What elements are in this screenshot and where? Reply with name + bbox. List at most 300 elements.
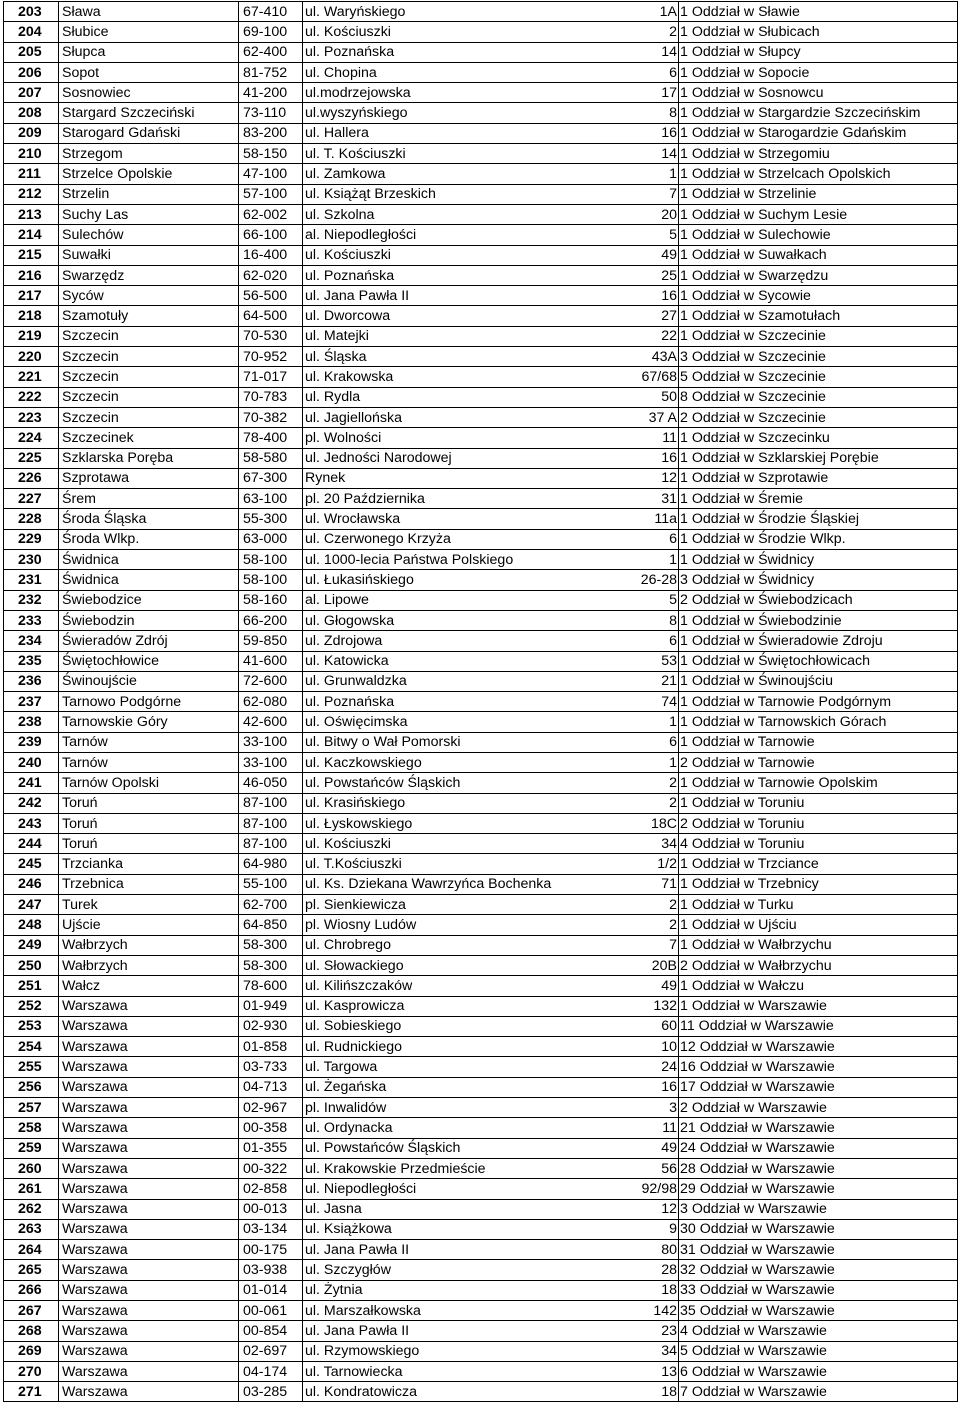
branch-name-cell: 1 Oddział w Tarnowie — [679, 732, 958, 752]
street-cell: ul. Głogowska — [303, 610, 616, 630]
city-cell: Tarnów Opolski — [59, 773, 239, 793]
city-cell: Szczecin — [59, 407, 239, 427]
table-row — [4, 326, 958, 346]
postal-code-cell: 58-580 — [239, 448, 303, 468]
postal-code-cell: 63-100 — [239, 489, 303, 509]
table-row — [4, 448, 958, 468]
street-cell: ul. Kilińszczaków — [303, 976, 616, 996]
row-number: 220 — [4, 347, 59, 367]
postal-code-cell: 62-080 — [239, 692, 303, 712]
table-row — [4, 489, 958, 509]
city-cell: Strzelce Opolskie — [59, 164, 239, 184]
street-cell: pl. Sienkiewicza — [303, 895, 616, 915]
street-cell: ul. Jana Pawła II — [303, 1321, 616, 1341]
row-number: 227 — [4, 489, 59, 509]
table-row — [4, 1341, 958, 1361]
house-number-cell: 74 — [616, 692, 679, 712]
city-cell: Śrem — [59, 489, 239, 509]
postal-code-cell: 64-980 — [239, 854, 303, 874]
house-number-cell: 7 — [616, 184, 679, 204]
postal-code-cell: 55-100 — [239, 874, 303, 894]
street-cell: ul. T. Kościuszki — [303, 144, 616, 164]
branch-name-cell: 1 Oddział w Sławie — [679, 2, 958, 22]
house-number-cell: 67/68 — [616, 367, 679, 387]
row-number: 228 — [4, 509, 59, 529]
street-cell: ul. Książąt Brzeskich — [303, 184, 616, 204]
city-cell: Środa Wlkp. — [59, 529, 239, 549]
row-number: 205 — [4, 42, 59, 62]
street-cell: pl. Wiosny Ludów — [303, 915, 616, 935]
row-number: 207 — [4, 83, 59, 103]
postal-code-cell: 70-382 — [239, 407, 303, 427]
street-cell: ul. Marszałkowska — [303, 1301, 616, 1321]
postal-code-cell: 87-100 — [239, 813, 303, 833]
branch-name-cell: 1 Oddział w Ujściu — [679, 915, 958, 935]
table-row — [4, 1199, 958, 1219]
city-cell: Środa Śląska — [59, 509, 239, 529]
branch-name-cell: 1 Oddział w Sycowie — [679, 286, 958, 306]
postal-code-cell: 58-150 — [239, 144, 303, 164]
row-number: 221 — [4, 367, 59, 387]
city-cell: Warszawa — [59, 996, 239, 1016]
house-number-cell: 14 — [616, 144, 679, 164]
row-number: 215 — [4, 245, 59, 265]
postal-code-cell: 04-713 — [239, 1077, 303, 1097]
row-number: 219 — [4, 326, 59, 346]
city-cell: Tarnów — [59, 752, 239, 772]
table-row — [4, 1057, 958, 1077]
house-number-cell: 28 — [616, 1260, 679, 1280]
city-cell: Warszawa — [59, 1219, 239, 1239]
postal-code-cell: 03-285 — [239, 1382, 303, 1402]
city-cell: Warszawa — [59, 1016, 239, 1036]
branch-name-cell: 1 Oddział w Trzciance — [679, 854, 958, 874]
table-row — [4, 955, 958, 975]
house-number-cell: 16 — [616, 448, 679, 468]
house-number-cell: 26-28 — [616, 570, 679, 590]
street-cell: ul. Matejki — [303, 326, 616, 346]
city-cell: Tarnowskie Góry — [59, 712, 239, 732]
house-number-cell: 12 — [616, 468, 679, 488]
table-row — [4, 407, 958, 427]
table-row — [4, 732, 958, 752]
row-number: 248 — [4, 915, 59, 935]
row-number: 210 — [4, 144, 59, 164]
house-number-cell: 25 — [616, 265, 679, 285]
postal-code-cell: 03-733 — [239, 1057, 303, 1077]
table-row — [4, 895, 958, 915]
street-cell: ul.modrzejowska — [303, 83, 616, 103]
postal-code-cell: 42-600 — [239, 712, 303, 732]
street-cell: ul. Szczygłów — [303, 1260, 616, 1280]
postal-code-cell: 01-355 — [239, 1138, 303, 1158]
house-number-cell: 12 — [616, 1199, 679, 1219]
branch-name-cell: 29 Oddział w Warszawie — [679, 1179, 958, 1199]
branch-name-cell: 1 Oddział w Strzelinie — [679, 184, 958, 204]
postal-code-cell: 46-050 — [239, 773, 303, 793]
row-number: 269 — [4, 1341, 59, 1361]
street-cell: ul. Krakowskie Przedmieście — [303, 1158, 616, 1178]
city-cell: Strzegom — [59, 144, 239, 164]
table-row — [4, 651, 958, 671]
branch-name-cell: 1 Oddział w Szprotawie — [679, 468, 958, 488]
row-number: 255 — [4, 1057, 59, 1077]
postal-code-cell: 58-300 — [239, 955, 303, 975]
table-row — [4, 123, 958, 143]
postal-code-cell: 78-400 — [239, 428, 303, 448]
branch-name-cell: 5 Oddział w Warszawie — [679, 1341, 958, 1361]
city-cell: Szklarska Poręba — [59, 448, 239, 468]
table-row — [4, 428, 958, 448]
branch-name-cell: 1 Oddział w Strzelcach Opolskich — [679, 164, 958, 184]
table-row — [4, 1361, 958, 1381]
city-cell: Sosnowiec — [59, 83, 239, 103]
row-number: 222 — [4, 387, 59, 407]
postal-code-cell: 02-930 — [239, 1016, 303, 1036]
row-number: 264 — [4, 1240, 59, 1260]
branch-name-cell: 2 Oddział w Wałbrzychu — [679, 955, 958, 975]
table-row — [4, 1240, 958, 1260]
row-number: 260 — [4, 1158, 59, 1178]
city-cell: Ujście — [59, 915, 239, 935]
row-number: 214 — [4, 225, 59, 245]
table-row — [4, 529, 958, 549]
city-cell: Wałbrzych — [59, 935, 239, 955]
city-cell: Szczecin — [59, 387, 239, 407]
city-cell: Strzelin — [59, 184, 239, 204]
city-cell: Warszawa — [59, 1321, 239, 1341]
house-number-cell: 17 — [616, 83, 679, 103]
row-number: 232 — [4, 590, 59, 610]
house-number-cell: 27 — [616, 306, 679, 326]
street-cell: ul. Zamkowa — [303, 164, 616, 184]
table-row — [4, 813, 958, 833]
city-cell: Starogard Gdański — [59, 123, 239, 143]
table-row — [4, 834, 958, 854]
branch-name-cell: 35 Oddział w Warszawie — [679, 1301, 958, 1321]
table-row — [4, 773, 958, 793]
street-cell: ul. Jana Pawła II — [303, 286, 616, 306]
house-number-cell: 56 — [616, 1158, 679, 1178]
branch-name-cell: 1 Oddział w Strzegomiu — [679, 144, 958, 164]
branch-name-cell: 1 Oddział w Starogardzie Gdańskim — [679, 123, 958, 143]
row-number: 245 — [4, 854, 59, 874]
street-cell: ul. Kościuszki — [303, 245, 616, 265]
street-cell: ul. Kościuszki — [303, 834, 616, 854]
branch-name-cell: 31 Oddział w Warszawie — [679, 1240, 958, 1260]
house-number-cell: 14 — [616, 42, 679, 62]
postal-code-cell: 81-752 — [239, 62, 303, 82]
city-cell: Stargard Szczeciński — [59, 103, 239, 123]
city-cell: Szczecinek — [59, 428, 239, 448]
city-cell: Sopot — [59, 62, 239, 82]
branch-name-cell: 30 Oddział w Warszawie — [679, 1219, 958, 1239]
postal-code-cell: 72-600 — [239, 671, 303, 691]
postal-code-cell: 41-600 — [239, 651, 303, 671]
table-row — [4, 103, 958, 123]
row-number: 224 — [4, 428, 59, 448]
table-row — [4, 550, 958, 570]
city-cell: Warszawa — [59, 1382, 239, 1402]
postal-code-cell: 47-100 — [239, 164, 303, 184]
branch-name-cell: 1 Oddział w Trzebnicy — [679, 874, 958, 894]
house-number-cell: 11 — [616, 428, 679, 448]
house-number-cell: 22 — [616, 326, 679, 346]
house-number-cell: 18 — [616, 1280, 679, 1300]
postal-code-cell: 66-200 — [239, 610, 303, 630]
branch-name-cell: 12 Oddział w Warszawie — [679, 1037, 958, 1057]
branch-name-cell: 1 Oddział w Swarzędzu — [679, 265, 958, 285]
branch-name-cell: 1 Oddział w Suwałkach — [679, 245, 958, 265]
house-number-cell: 1 — [616, 550, 679, 570]
table-row — [4, 144, 958, 164]
postal-code-cell: 64-500 — [239, 306, 303, 326]
postal-code-cell: 70-952 — [239, 347, 303, 367]
street-cell: ul. Śląska — [303, 347, 616, 367]
branch-name-cell: 1 Oddział w Sulechowie — [679, 225, 958, 245]
row-number: 270 — [4, 1361, 59, 1381]
postal-code-cell: 83-200 — [239, 123, 303, 143]
branch-name-cell: 2 Oddział w Warszawie — [679, 1098, 958, 1118]
postal-code-cell: 03-938 — [239, 1260, 303, 1280]
row-number: 267 — [4, 1301, 59, 1321]
house-number-cell: 49 — [616, 1138, 679, 1158]
street-cell: ul. T.Kościuszki — [303, 854, 616, 874]
street-cell: ul. Hallera — [303, 123, 616, 143]
postal-code-cell: 00-175 — [239, 1240, 303, 1260]
postal-code-cell: 62-020 — [239, 265, 303, 285]
city-cell: Suchy Las — [59, 204, 239, 224]
postal-code-cell: 01-014 — [239, 1280, 303, 1300]
city-cell: Toruń — [59, 834, 239, 854]
postal-code-cell: 55-300 — [239, 509, 303, 529]
city-cell: Warszawa — [59, 1138, 239, 1158]
house-number-cell: 18C — [616, 813, 679, 833]
branch-name-cell: 4 Oddział w Toruniu — [679, 834, 958, 854]
row-number: 217 — [4, 286, 59, 306]
table-row — [4, 42, 958, 62]
postal-code-cell: 33-100 — [239, 732, 303, 752]
city-cell: Warszawa — [59, 1361, 239, 1381]
row-number: 212 — [4, 184, 59, 204]
city-cell: Tarnowo Podgórne — [59, 692, 239, 712]
row-number: 237 — [4, 692, 59, 712]
city-cell: Warszawa — [59, 1260, 239, 1280]
branch-name-cell: 1 Oddział w Słupcy — [679, 42, 958, 62]
branch-name-cell: 1 Oddział w Świeradowie Zdroju — [679, 631, 958, 651]
city-cell: Tarnów — [59, 732, 239, 752]
street-cell: ul. Rzymowskiego — [303, 1341, 616, 1361]
city-cell: Warszawa — [59, 1158, 239, 1178]
city-cell: Toruń — [59, 813, 239, 833]
city-cell: Szczecin — [59, 367, 239, 387]
city-cell: Świeradów Zdrój — [59, 631, 239, 651]
street-cell: pl. Inwalidów — [303, 1098, 616, 1118]
postal-code-cell: 57-100 — [239, 184, 303, 204]
city-cell: Warszawa — [59, 1098, 239, 1118]
postal-code-cell: 78-600 — [239, 976, 303, 996]
table-row — [4, 854, 958, 874]
street-cell: ul. Krakowska — [303, 367, 616, 387]
house-number-cell: 37 A — [616, 407, 679, 427]
table-row — [4, 631, 958, 651]
house-number-cell: 11 — [616, 1118, 679, 1138]
street-cell: ul. Rudnickiego — [303, 1037, 616, 1057]
house-number-cell: 20 — [616, 204, 679, 224]
row-number: 249 — [4, 935, 59, 955]
street-cell: ul. Słowackiego — [303, 955, 616, 975]
table-row — [4, 915, 958, 935]
table-row — [4, 387, 958, 407]
row-number: 213 — [4, 204, 59, 224]
house-number-cell: 10 — [616, 1037, 679, 1057]
postal-code-cell: 00-322 — [239, 1158, 303, 1178]
street-cell: ul. Kaczkowskiego — [303, 752, 616, 772]
branch-name-cell: 1 Oddział w Tarnowie Opolskim — [679, 773, 958, 793]
row-number: 204 — [4, 22, 59, 42]
street-cell: ul. Żytnia — [303, 1280, 616, 1300]
table-row — [4, 874, 958, 894]
street-cell: ul. Powstańców Śląskich — [303, 1138, 616, 1158]
table-row — [4, 367, 958, 387]
row-number: 257 — [4, 1098, 59, 1118]
street-cell: ul. Tarnowiecka — [303, 1361, 616, 1381]
house-number-cell: 1 — [616, 164, 679, 184]
postal-code-cell: 58-100 — [239, 550, 303, 570]
house-number-cell: 80 — [616, 1240, 679, 1260]
city-cell: Turek — [59, 895, 239, 915]
row-number: 263 — [4, 1219, 59, 1239]
street-cell: ul. Dworcowa — [303, 306, 616, 326]
branch-name-cell: 1 Oddział w Świdnicy — [679, 550, 958, 570]
city-cell: Syców — [59, 286, 239, 306]
street-cell: ul. Jagiellońska — [303, 407, 616, 427]
row-number: 225 — [4, 448, 59, 468]
house-number-cell: 60 — [616, 1016, 679, 1036]
street-cell: ul. Chopina — [303, 62, 616, 82]
street-cell: al. Niepodległości — [303, 225, 616, 245]
branch-name-cell: 1 Oddział w Tarnowie Podgórnym — [679, 692, 958, 712]
branch-name-cell: 1 Oddział w Szklarskiej Porębie — [679, 448, 958, 468]
street-cell: pl. Wolności — [303, 428, 616, 448]
table-row — [4, 1077, 958, 1097]
postal-code-cell: 41-200 — [239, 83, 303, 103]
postal-code-cell: 71-017 — [239, 367, 303, 387]
row-number: 259 — [4, 1138, 59, 1158]
branch-name-cell: 1 Oddział w Szczecinku — [679, 428, 958, 448]
branch-name-cell: 1 Oddział w Sopocie — [679, 62, 958, 82]
street-cell: ul. Powstańców Śląskich — [303, 773, 616, 793]
row-number: 206 — [4, 62, 59, 82]
city-cell: Suwałki — [59, 245, 239, 265]
table-row — [4, 793, 958, 813]
branch-table-body — [4, 2, 958, 1402]
street-cell: ul. Łukasińskiego — [303, 570, 616, 590]
city-cell: Warszawa — [59, 1240, 239, 1260]
postal-code-cell: 00-854 — [239, 1321, 303, 1341]
branch-name-cell: 1 Oddział w Toruniu — [679, 793, 958, 813]
branch-name-cell: 2 Oddział w Szczecinie — [679, 407, 958, 427]
row-number: 251 — [4, 976, 59, 996]
postal-code-cell: 02-697 — [239, 1341, 303, 1361]
street-cell: ul. Jasna — [303, 1199, 616, 1219]
street-cell: ul. Zdrojowa — [303, 631, 616, 651]
city-cell: Słupca — [59, 42, 239, 62]
table-row — [4, 347, 958, 367]
row-number: 211 — [4, 164, 59, 184]
table-row — [4, 2, 958, 22]
city-cell: Swarzędz — [59, 265, 239, 285]
city-cell: Warszawa — [59, 1341, 239, 1361]
row-number: 242 — [4, 793, 59, 813]
postal-code-cell: 70-783 — [239, 387, 303, 407]
city-cell: Warszawa — [59, 1037, 239, 1057]
table-row — [4, 204, 958, 224]
table-row — [4, 1158, 958, 1178]
house-number-cell: 3 — [616, 1098, 679, 1118]
street-cell: ul. Kasprowicza — [303, 996, 616, 1016]
street-cell: ul. Oświęcimska — [303, 712, 616, 732]
row-number: 238 — [4, 712, 59, 732]
row-number: 252 — [4, 996, 59, 1016]
postal-code-cell: 00-013 — [239, 1199, 303, 1219]
row-number: 216 — [4, 265, 59, 285]
row-number: 208 — [4, 103, 59, 123]
postal-code-cell: 56-500 — [239, 286, 303, 306]
street-cell: ul. Ordynacka — [303, 1118, 616, 1138]
table-row — [4, 164, 958, 184]
table-row — [4, 1382, 958, 1402]
postal-code-cell: 62-700 — [239, 895, 303, 915]
table-row — [4, 692, 958, 712]
table-row — [4, 184, 958, 204]
postal-code-cell: 87-100 — [239, 834, 303, 854]
house-number-cell: 21 — [616, 671, 679, 691]
postal-code-cell: 59-850 — [239, 631, 303, 651]
city-cell: Wałbrzych — [59, 955, 239, 975]
table-row — [4, 752, 958, 772]
city-cell: Warszawa — [59, 1280, 239, 1300]
postal-code-cell: 62-002 — [239, 204, 303, 224]
table-row — [4, 1016, 958, 1036]
branch-name-cell: 7 Oddział w Warszawie — [679, 1382, 958, 1402]
row-number: 209 — [4, 123, 59, 143]
postal-code-cell: 00-061 — [239, 1301, 303, 1321]
city-cell: Warszawa — [59, 1118, 239, 1138]
house-number-cell: 53 — [616, 651, 679, 671]
row-number: 253 — [4, 1016, 59, 1036]
branch-name-cell: 1 Oddział w Wałczu — [679, 976, 958, 996]
city-cell: Warszawa — [59, 1179, 239, 1199]
street-cell: ul. Szkolna — [303, 204, 616, 224]
postal-code-cell: 01-949 — [239, 996, 303, 1016]
house-number-cell: 2 — [616, 22, 679, 42]
postal-code-cell: 00-358 — [239, 1118, 303, 1138]
street-cell: ul. Targowa — [303, 1057, 616, 1077]
table-row — [4, 671, 958, 691]
row-number: 234 — [4, 631, 59, 651]
table-row — [4, 712, 958, 732]
row-number: 250 — [4, 955, 59, 975]
branch-name-cell: 11 Oddział w Warszawie — [679, 1016, 958, 1036]
house-number-cell: 13 — [616, 1361, 679, 1381]
city-cell: Świnoujście — [59, 671, 239, 691]
street-cell: ul. Sobieskiego — [303, 1016, 616, 1036]
street-cell: ul. Ks. Dziekana Wawrzyńca Bochenka — [303, 874, 616, 894]
postal-code-cell: 58-100 — [239, 570, 303, 590]
house-number-cell: 43A — [616, 347, 679, 367]
branch-name-cell: 6 Oddział w Warszawie — [679, 1361, 958, 1381]
